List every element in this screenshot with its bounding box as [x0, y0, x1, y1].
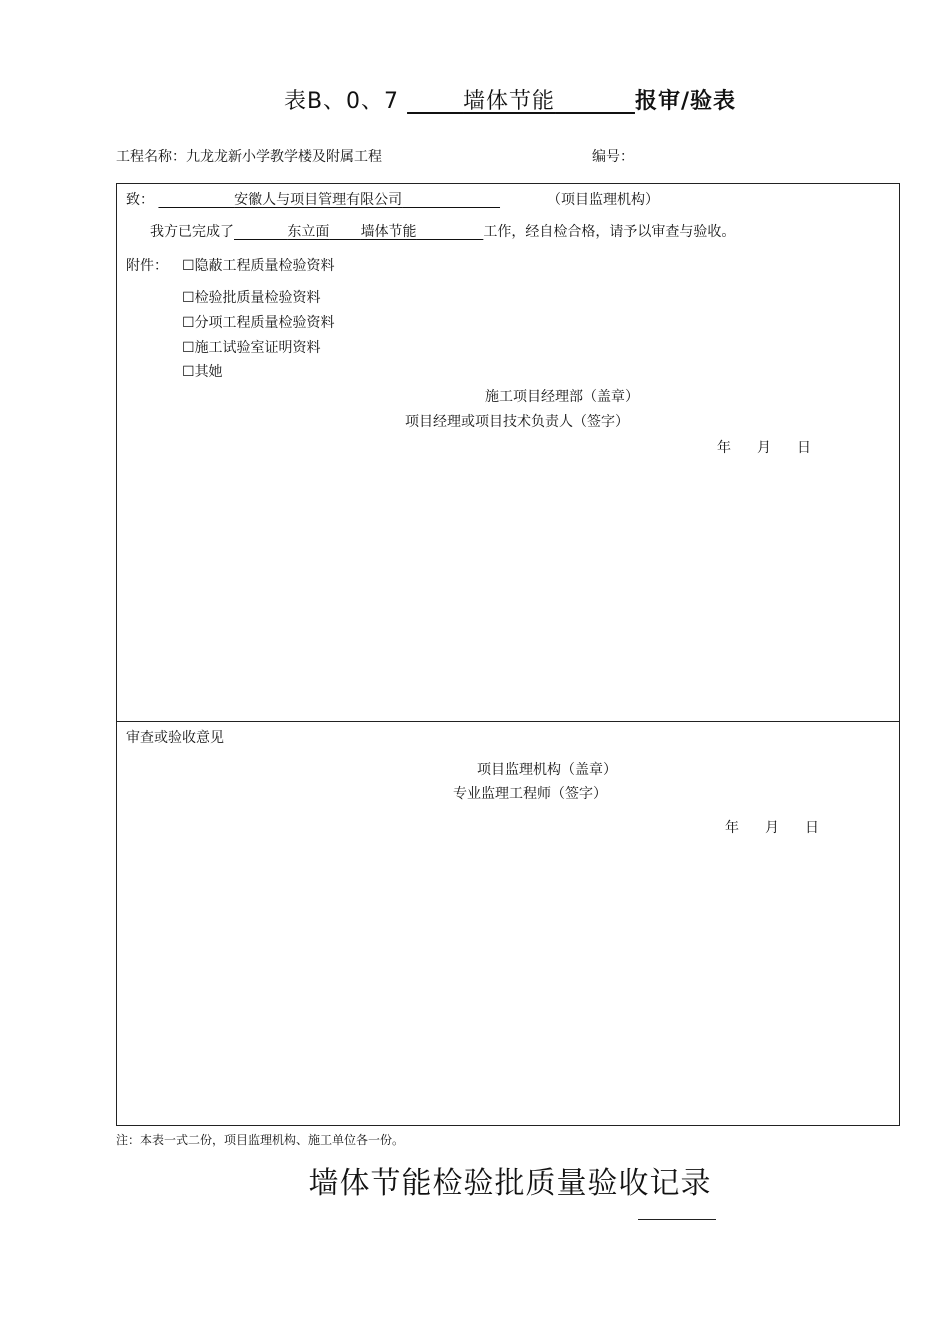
review-date-day: 日 — [805, 820, 819, 836]
completion-row — [150, 221, 735, 241]
attachment-item[interactable] — [182, 312, 335, 332]
project-number-label: 编号： — [592, 149, 634, 165]
attachment-label: 隐蔽工程质量检验资料 — [194, 258, 335, 274]
to-value-blank — [158, 192, 500, 208]
completion-blank — [234, 224, 483, 240]
checkbox-icon[interactable]: ☐ — [182, 340, 195, 356]
section-divider — [116, 721, 900, 722]
review-date-month: 月 — [765, 820, 779, 836]
form-number: 表B、0、7 — [283, 89, 400, 114]
title-fill-blank — [407, 84, 635, 115]
project-name-label: 工程名称： — [116, 149, 186, 165]
title-item: 墙体节能 — [463, 89, 556, 114]
to-value: 安徽人与项目管理有限公司 — [234, 192, 403, 208]
submit-date-year: 年 — [717, 440, 731, 456]
completion-prefix: 我方已完成了 — [150, 224, 234, 240]
completion-part1: 东立面 — [287, 224, 330, 240]
attachment-item[interactable] — [182, 361, 223, 381]
contractor-signer: 项目经理或项目技术负责人（签字） — [405, 414, 629, 430]
attachment-label: 分项工程质量检验资料 — [194, 315, 335, 331]
project-name-value: 九龙龙新小学教学楼及附属工程 — [186, 149, 382, 165]
review-date-year: 年 — [725, 820, 739, 836]
to-row — [126, 189, 500, 209]
attachment-label: 施工试验室证明资料 — [194, 340, 321, 356]
attachment-item[interactable] — [182, 337, 321, 357]
checkbox-icon[interactable]: ☐ — [182, 258, 195, 274]
checkbox-icon[interactable]: ☐ — [182, 315, 195, 331]
attachment-label: 其她 — [194, 364, 223, 380]
footer-note: 注：本表一式二份，项目监理机构、施工单位各一份。 — [116, 1133, 405, 1147]
to-suffix: （项目监理机构） — [547, 192, 659, 208]
title-suffix: 报审/验表 — [634, 89, 737, 114]
attachment-item[interactable] — [182, 255, 335, 275]
submit-date-day: 日 — [797, 440, 811, 456]
checkbox-icon[interactable]: ☐ — [182, 290, 195, 306]
completion-part2: 墙体节能 — [360, 224, 417, 240]
attachment-label: 检验批质量检验资料 — [194, 290, 321, 306]
checkbox-icon[interactable]: ☐ — [182, 364, 195, 380]
signature-line — [638, 1219, 716, 1220]
completion-suffix: 工作，经自检合格，请予以审查与验收。 — [483, 224, 736, 240]
contractor-dept-stamp: 施工项目经理部（盖章） — [485, 389, 639, 405]
review-org-stamp: 项目监理机构（盖章） — [477, 762, 617, 778]
next-section-title: 墙体节能检验批质量验收记录 — [308, 1166, 712, 1201]
form-title — [0, 84, 950, 115]
review-label: 审查或验收意见 — [126, 730, 224, 746]
attachment-item[interactable] — [182, 287, 321, 307]
review-signer: 专业监理工程师（签字） — [453, 786, 607, 802]
submit-date-month: 月 — [757, 440, 771, 456]
project-name-row — [116, 146, 382, 166]
to-label: 致： — [126, 192, 154, 208]
attach-label: 附件： — [126, 258, 168, 274]
